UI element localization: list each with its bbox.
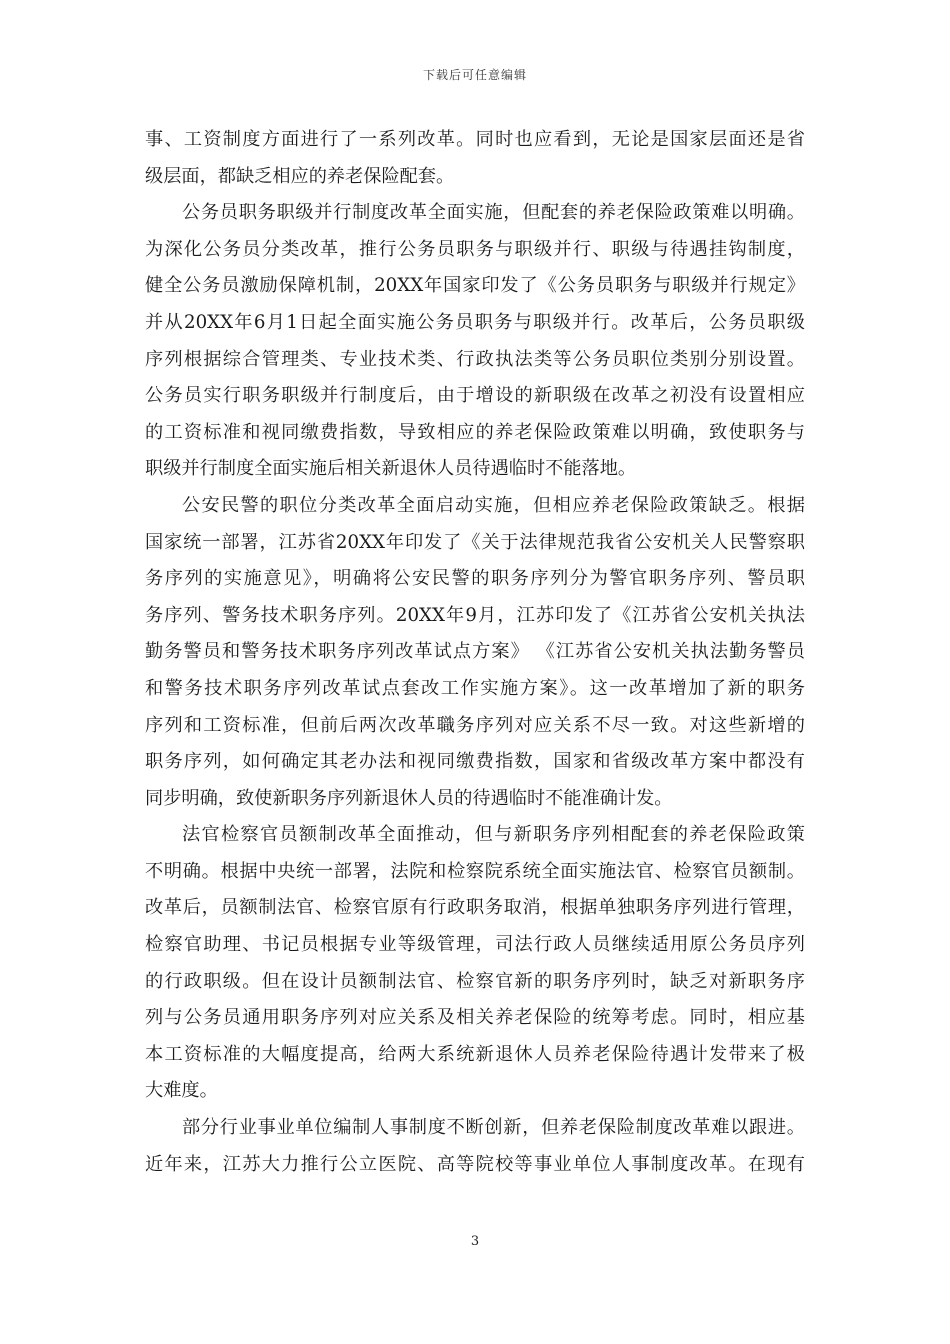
- text-line: 务序列、警务技术职务序列。20XX年9月，江苏印发了《江苏省公安机关执法: [145, 604, 805, 626]
- text-line: 法官检察官员额制改革全面推动，但与新职务序列相配套的养老保险政策: [182, 824, 805, 846]
- text-line: 序列和工资标准，但前后两次改革職务序列对应关系不尽一致。对这些新增的: [145, 714, 805, 736]
- page-header-note: 下载后可任意编辑: [422, 68, 527, 82]
- text-line: 和警务技术职务序列改革试点套改工作实施方案》。这一改革增加了新的职务: [145, 677, 805, 699]
- text-line: 务序列的实施意见》，明确将公安民警的职务序列分为警官职务序列、警员职: [145, 568, 805, 590]
- text-line: 改革后，员额制法官、检察官原有行政职务取消，根据单独职务序列进行管理，: [145, 897, 805, 919]
- text-line: 大难度。: [145, 1080, 218, 1102]
- text-line: 本工资标准的大幅度提高，给两大系统新退休人员养老保险待遇计发带来了极: [145, 1043, 805, 1065]
- text-line: 公安民警的职位分类改革全面启动实施，但相应养老保险政策缺乏。根据: [182, 494, 805, 516]
- text-line: 事、工资制度方面进行了一系列改革。同时也应看到，无论是国家层面还是省: [145, 129, 805, 150]
- page-number: 3: [470, 1234, 480, 1249]
- text-line: 部分行业事业单位编制人事制度不断创新，但养老保险制度改革难以跟进。: [182, 1117, 805, 1139]
- text-line: 检察官助理、书记员根据专业等级管理，司法行政人员继续适用原公务员序列: [145, 934, 805, 956]
- text-line: 的工资标准和视同缴费指数，导致相应的养老保险政策难以明确，致使职务与: [145, 421, 805, 443]
- text-line: 列与公务员通用职务序列对应关系及相关养老保险的统筹考虑。同时，相应基: [145, 1007, 805, 1029]
- text-line: 的行政职级。但在设计员额制法官、检察官新的职务序列时，缺乏对新职务序: [145, 970, 805, 992]
- text-line: 同步明确，致使新职务序列新退休人员的待遇临时不能准确计发。: [145, 787, 673, 809]
- text-line: 序列根据综合管理类、专业技术类、行政执法类等公务员职位类别分别设置。: [145, 348, 805, 370]
- text-line: 公务员实行职务职级并行制度后，由于增设的新职级在改革之初没有设置相应: [145, 385, 805, 407]
- document-body: [145, 122, 805, 1183]
- text-line: 并从20XX年6月1日起全面实施公务员职务与职级并行。改革后，公务员职级: [145, 311, 805, 333]
- text-line: 职务序列，如何确定其老办法和视同缴费指数，国家和省级改革方案中都没有: [145, 751, 805, 773]
- text-line: 不明确。根据中央统一部署，法院和检察院系统全面实施法官、检察官员额制。: [145, 860, 805, 882]
- text-line: 健全公务员激励保障机制，20XX年国家印发了《公务员职务与职级并行规定》: [145, 275, 805, 297]
- text-line: 为深化公务员分类改革，推行公务员职务与职级并行、职级与待遇挂钩制度，: [145, 238, 805, 260]
- text-line: 近年来，江苏大力推行公立医院、高等院校等事业单位人事制度改革。在现有: [145, 1153, 805, 1175]
- text-line: 级层面，都缺乏相应的养老保险配套。: [145, 165, 455, 187]
- text-line: 职级并行制度全面实施后相关新退休人员待遇临时不能落地。: [145, 458, 637, 480]
- text-line: 国家统一部署，江苏省20XX年印发了《关于法律规范我省公安机关人民警察职: [145, 531, 805, 553]
- text-line: 公务员职务职级并行制度改革全面实施，但配套的养老保险政策难以明确。: [182, 202, 805, 224]
- text-line: 勤务警员和警务技术职务序列改革试点方案》 《江苏省公安机关执法勤务警员: [145, 641, 805, 663]
